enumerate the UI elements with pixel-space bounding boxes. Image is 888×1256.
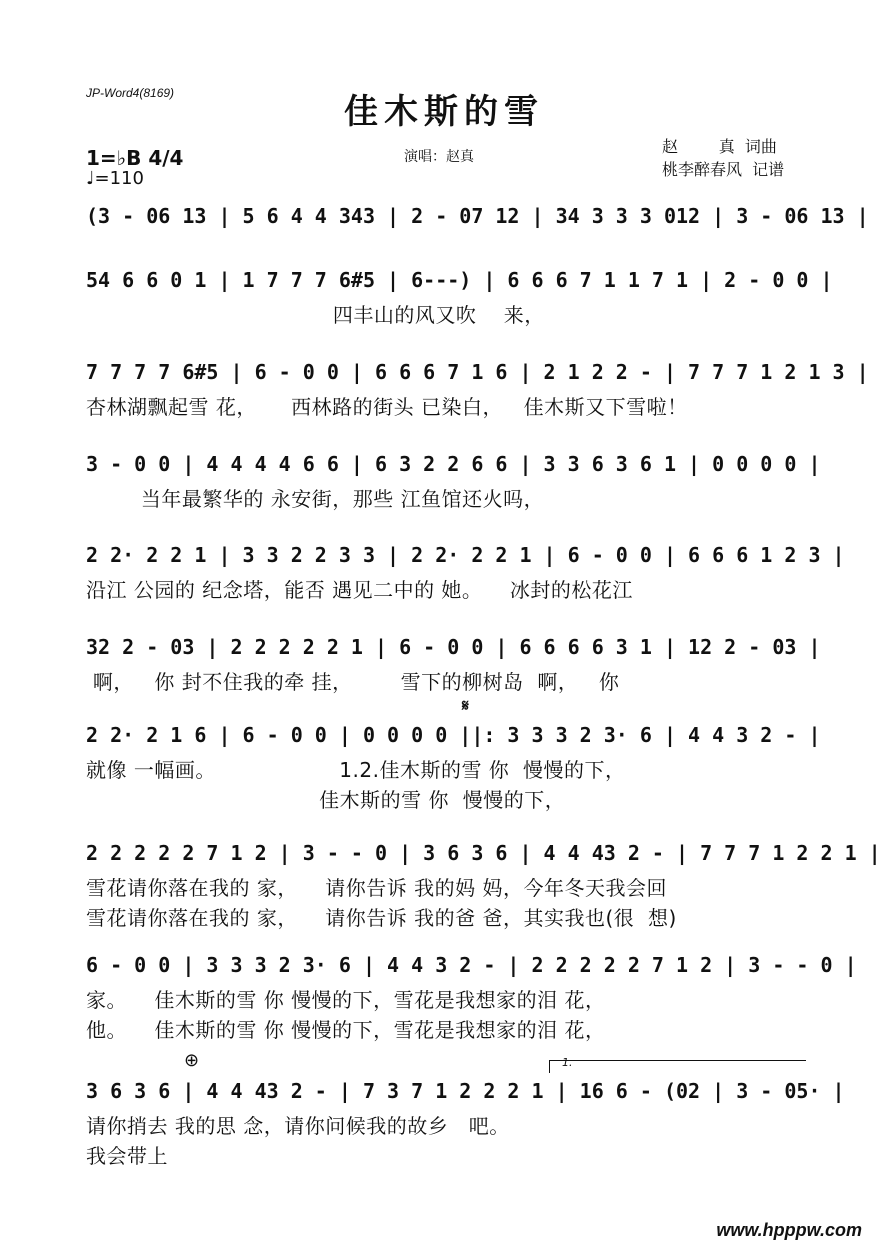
score-line-5-notes: 2 2· 2 2 1 | 3 3 2 2 3 3 | 2 2· 2 2 1 | 6 - 0 0 | 6 6 6 1 2 3 | <box>86 543 845 567</box>
song-title: 佳木斯的雪 <box>344 92 544 132</box>
score-line-8-notes: 2 2 2 2 2 7 1 2 | 3 - - 0 | 3 6 3 6 | 4 4 43 2 - | 7 7 7 1 2 2 1 | <box>86 841 881 865</box>
key-signature: 1=♭B 4/4 <box>86 146 184 170</box>
segno-sign: 𝄋 <box>462 696 469 715</box>
score-line-3-notes: 7 7 7 7 6#5 | 6 - 0 0 | 6 6 6 7 1 6 | 2 1 2 2 - | 7 7 7 1 2 1 3 | <box>86 360 869 384</box>
score-line-4-notes: 3 - 0 0 | 4 4 4 4 6 6 | 6 3 2 2 6 6 | 3 3 6 3 6 1 | 0 0 0 0 | <box>86 452 821 476</box>
score-line-7-lyrics-verse2: 佳木斯的雪 你 慢慢的下， <box>86 788 566 812</box>
volta-bracket <box>549 1060 806 1073</box>
score-line-6-lyrics: 啊， 你 封不住我的牵 挂， 雪下的柳树岛 啊， 你 <box>86 670 620 694</box>
website-footer: www.hpppw.com <box>716 1220 862 1240</box>
score-line-8-lyrics-verse2: 雪花请你落在我的 家， 请你告诉 我的爸 爸，其实我也(很 想) <box>86 906 677 930</box>
score-line-3-lyrics: 杏林湖飘起雪 花， 西林路的街头 已染白， 佳木斯又下雪啦！ <box>86 395 688 419</box>
score-line-5-lyrics: 沿江 公园的 纪念塔，能否 遇见二中的 她。 冰封的松花江 <box>86 578 633 602</box>
score-line-7-lyrics-verse1: 就像 一幅画。 1.2.佳木斯的雪 你 慢慢的下， <box>86 758 626 782</box>
score-line-6-notes: 32 2 - 03 | 2 2 2 2 2 1 | 6 - 0 0 | 6 6 6 6 3 1 | 12 2 - 03 | <box>86 635 821 659</box>
score-line-9-notes: 6 - 0 0 | 3 3 3 2 3· 6 | 4 4 3 2 - | 2 2 2 2 2 7 1 2 | 3 - - 0 | <box>86 953 857 977</box>
score-line-10-lyrics-verse1: 请你捎去 我的思 念，请你问候我的故乡 吧。 <box>86 1114 510 1138</box>
score-line-8-lyrics-verse1: 雪花请你落在我的 家， 请你告诉 我的妈 妈，今年冬天我会回 <box>86 876 668 900</box>
tempo-marking: ♩=110 <box>86 168 144 189</box>
score-line-1-notes: (3 - 06 13 | 5 6 4 4 343 | 2 - 07 12 | 34 3 3 3 012 | 3 - 06 13 | <box>86 204 869 228</box>
score-line-2-lyrics: 四丰山的风又吹 来， <box>86 303 545 327</box>
score-line-9-lyrics-verse1: 家。 佳木斯的雪 你 慢慢的下，雪花是我想家的泪 花， <box>86 988 606 1012</box>
score-line-10-notes: 3 6 3 6 | 4 4 43 2 - | 7 3 7 1 2 2 2 1 | 16 6 - (02 | 3 - 05· | <box>86 1079 845 1103</box>
score-line-9-lyrics-verse2: 他。 佳木斯的雪 你 慢慢的下，雪花是我想家的泪 花， <box>86 1018 606 1042</box>
transcriber-credit: 桃李醉春风 记谱 <box>662 160 785 179</box>
coda-sign: ⊕ <box>184 1050 200 1071</box>
singer-credit: 演唱：赵真 <box>404 149 474 165</box>
score-line-4-lyrics: 当年最繁华的 永安街，那些 江鱼馆还火吗， <box>86 487 545 511</box>
source-label: JP-Word4(8169) <box>86 86 175 100</box>
score-line-10-lyrics-verse2: 我会带上 <box>86 1144 168 1168</box>
score-line-7-notes: 2 2· 2 1 6 | 6 - 0 0 | 0 0 0 0 ||: 3 3 3 2 3· 6 | 4 4 3 2 - | <box>86 723 821 747</box>
lyrics-music-credit: 赵 真 词曲 <box>662 137 777 156</box>
volta-number: 1. <box>562 1056 573 1069</box>
score-line-2-notes: 54 6 6 0 1 | 1 7 7 7 6#5 | 6---) | 6 6 6 7 1 1 7 1 | 2 - 0 0 | <box>86 268 833 292</box>
